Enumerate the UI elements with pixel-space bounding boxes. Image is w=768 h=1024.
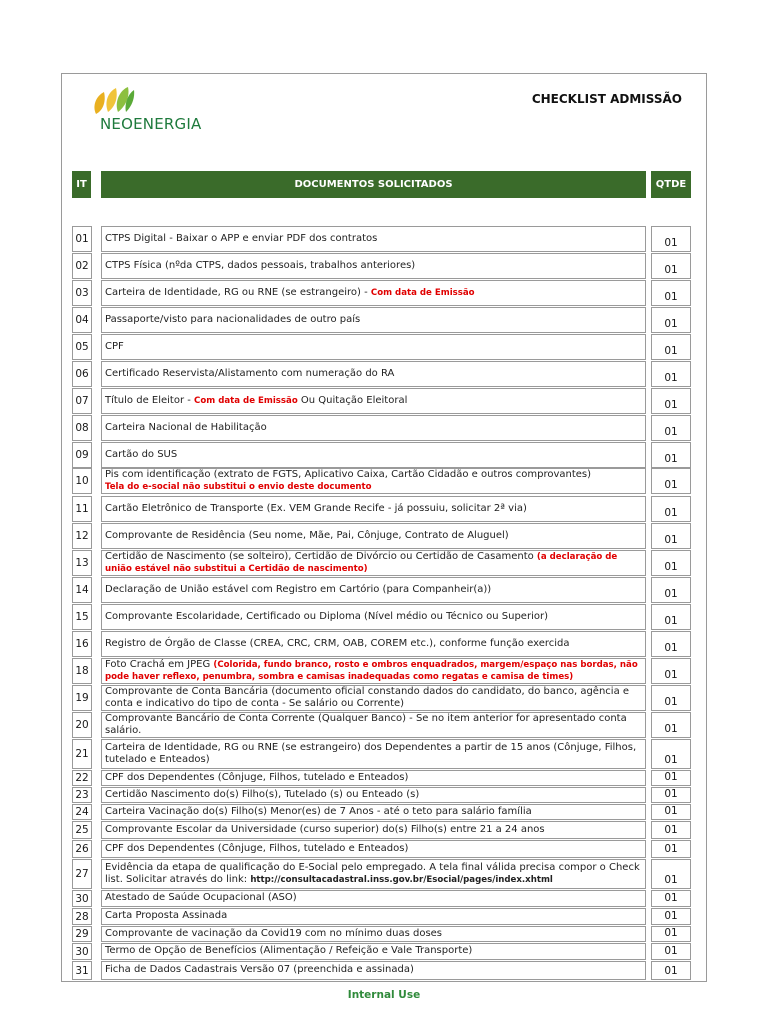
row-number: 11 — [72, 496, 92, 522]
document-description: Declaração de União estável com Registro em Cartório (para Companheir(a)) — [101, 577, 646, 603]
quantity-value: 01 — [651, 415, 691, 441]
document-description: Cartão do SUS — [101, 442, 646, 468]
quantity-value: 01 — [651, 908, 691, 925]
row-number: 30 — [72, 943, 92, 960]
quantity-value: 01 — [651, 770, 691, 786]
row-number: 23 — [72, 787, 92, 803]
row-number: 01 — [72, 226, 92, 252]
document-description: Pis com identificação (extrato de FGTS, Aplicativo Caixa, Cartão Cidadão e outros comprovantes) Tela do e-social não substitui o envio deste documento — [101, 468, 646, 494]
quantity-value: 01 — [651, 226, 691, 252]
quantity-value: 01 — [651, 496, 691, 522]
warning-note: Tela do e-social não substitui o envio deste documento — [105, 482, 372, 492]
document-description: Termo de Opção de Benefícios (Alimentação / Refeição e Vale Transporte) — [101, 943, 646, 960]
document-description: Carteira Nacional de Habilitação — [101, 415, 646, 441]
document-description: Comprovante de Residência (Seu nome, Mãe, Pai, Cônjuge, Contrato de Aluguel) — [101, 523, 646, 549]
quantity-value: 01 — [651, 631, 691, 657]
document-description: Carteira de Identidade, RG ou RNE (se estrangeiro) - Com data de Emissão — [101, 280, 646, 306]
row-number: 16 — [72, 631, 92, 657]
document-description: Comprovante Bancário de Conta Corrente (Qualquer Banco) - Se no item anterior for apresentado conta salário. — [101, 712, 646, 738]
document-description: CPF — [101, 334, 646, 360]
quantity-value: 01 — [651, 961, 691, 980]
document-description: Título de Eleitor - Com data de Emissão Ou Quitação Eleitoral — [101, 388, 646, 414]
warning-note: (a declaração de união estável não substitui a Certidão de nascimento) — [105, 551, 618, 574]
document-description: CTPS Física (nºda CTPS, dados pessoais, trabalhos anteriores) — [101, 253, 646, 279]
quantity-value: 01 — [651, 523, 691, 549]
quantity-value: 01 — [651, 442, 691, 468]
footer-classification: Internal Use — [347, 989, 421, 1001]
row-number: 25 — [72, 821, 92, 839]
document-description: Comprovante de Conta Bancária (documento oficial constando dados do candidato, do banco, agência e conta e indicativo do tipo de conta - Se salário ou Corrente) — [101, 685, 646, 711]
document-description: CTPS Digital - Baixar o APP e enviar PDF dos contratos — [101, 226, 646, 252]
quantity-value: 01 — [651, 787, 691, 803]
document-description: Carteira Vacinação do(s) Filho(s) Menor(es) de 7 Anos - até o teto para salário família — [101, 804, 646, 820]
quantity-value: 01 — [651, 821, 691, 839]
document-description: Carta Proposta Assinada — [101, 908, 646, 925]
document-description: Foto Crachá em JPEG (Colorida, fundo branco, rosto e ombros enquadrados, margem/espaço nas bordas, não pode haver reflexo, penumbra, sombra e camisas inadequadas como regatas e camisa de times) — [101, 658, 646, 684]
document-description: Comprovante de vacinação da Covid19 com no mínimo duas doses — [101, 926, 646, 942]
quantity-value: 01 — [651, 859, 691, 889]
quantity-value: 01 — [651, 658, 691, 684]
quantity-value: 01 — [651, 712, 691, 738]
document-description: Certidão Nascimento do(s) Filho(s), Tutelado (s) ou Enteado (s) — [101, 787, 646, 803]
row-number: 04 — [72, 307, 92, 333]
row-number: 06 — [72, 361, 92, 387]
row-number: 13 — [72, 550, 92, 576]
quantity-value: 01 — [651, 739, 691, 769]
row-number: 31 — [72, 961, 92, 980]
row-number: 22 — [72, 770, 92, 786]
quantity-value: 01 — [651, 577, 691, 603]
quantity-value: 01 — [651, 890, 691, 907]
row-number: 26 — [72, 840, 92, 858]
row-number: 02 — [72, 253, 92, 279]
row-number: 10 — [72, 468, 92, 494]
quantity-value: 01 — [651, 604, 691, 630]
quantity-value: 01 — [651, 468, 691, 494]
row-number: 24 — [72, 804, 92, 820]
document-description: Carteira de Identidade, RG ou RNE (se estrangeiro) dos Dependentes a partir de 15 anos (Cônjuge, Filhos, tutelado e Enteados) — [101, 739, 646, 769]
row-number: 21 — [72, 739, 92, 769]
brand-name: NEOENERGIA — [100, 115, 202, 133]
document-description: Passaporte/visto para nacionalidades de outro país — [101, 307, 646, 333]
header-documents: DOCUMENTOS SOLICITADOS — [101, 171, 646, 198]
document-description: Certificado Reservista/Alistamento com numeração do RA — [101, 361, 646, 387]
document-description: Evidência da etapa de qualificação do E-Social pelo empregado. A tela final válida precisa compor o Check list. Solicitar através do link: http://consultacadastral.inss.gov.br/Esocial/pages/index.xhtml — [101, 859, 646, 889]
quantity-value: 01 — [651, 280, 691, 306]
document-description: Ficha de Dados Cadastrais Versão 07 (preenchida e assinada) — [101, 961, 646, 980]
row-number: 19 — [72, 685, 92, 711]
row-number: 15 — [72, 604, 92, 630]
warning-note: Com data de Emissão — [370, 287, 475, 298]
quantity-value: 01 — [651, 361, 691, 387]
quantity-value: 01 — [651, 550, 691, 576]
quantity-value: 01 — [651, 943, 691, 960]
warning-note: (Colorida, fundo branco, rosto e ombros enquadrados, margem/espaço nas bordas, não pode haver reflexo, penumbra, sombra e camisas inadequadas como regatas e camisa de times) — [105, 659, 638, 682]
row-number: 03 — [72, 280, 92, 306]
document-description: Cartão Eletrônico de Transporte (Ex. VEM Grande Recife - já possuiu, solicitar 2ª via) — [101, 496, 646, 522]
row-number: 14 — [72, 577, 92, 603]
document-description: Comprovante Escolar da Universidade (curso superior) do(s) Filho(s) entre 21 a 24 anos — [101, 821, 646, 839]
document-description: Comprovante Escolaridade, Certificado ou Diploma (Nível médio ou Técnico ou Superior) — [101, 604, 646, 630]
row-number: 09 — [72, 442, 92, 468]
quantity-value: 01 — [651, 840, 691, 858]
document-description: Atestado de Saúde Ocupacional (ASO) — [101, 890, 646, 907]
document-title: CHECKLIST ADMISSÃO — [531, 92, 682, 106]
esocial-link-text: http://consultacadastral.inss.gov.br/Esocial/pages/index.xhtml — [250, 875, 553, 885]
row-number: 29 — [72, 926, 92, 942]
row-number: 07 — [72, 388, 92, 414]
row-number: 30 — [72, 890, 92, 907]
quantity-value: 01 — [651, 388, 691, 414]
row-number: 05 — [72, 334, 92, 360]
row-number: 12 — [72, 523, 92, 549]
row-number: 08 — [72, 415, 92, 441]
row-number: 18 — [72, 658, 92, 684]
header-it: IT — [72, 171, 91, 198]
document-description: CPF dos Dependentes (Cônjuge, Filhos, tutelado e Enteados) — [101, 840, 646, 858]
row-number: 27 — [72, 859, 92, 889]
quantity-value: 01 — [651, 804, 691, 820]
quantity-value: 01 — [651, 307, 691, 333]
header-qtde: QTDE — [651, 171, 691, 198]
document-description: CPF dos Dependentes (Cônjuge, Filhos, tutelado e Enteados) — [101, 770, 646, 786]
quantity-value: 01 — [651, 334, 691, 360]
quantity-value: 01 — [651, 253, 691, 279]
quantity-value: 01 — [651, 685, 691, 711]
warning-note: Com data de Emissão — [194, 395, 298, 406]
row-number: 28 — [72, 908, 92, 925]
row-number: 20 — [72, 712, 92, 738]
quantity-value: 01 — [651, 926, 691, 942]
document-description: Certidão de Nascimento (se solteiro), Certidão de Divórcio ou Certidão de Casamento (a declaração de união estável não substitui a Certidão de nascimento) — [101, 550, 646, 576]
document-description: Registro de Órgão de Classe (CREA, CRC, CRM, OAB, COREM etc.), conforme função exercida — [101, 631, 646, 657]
